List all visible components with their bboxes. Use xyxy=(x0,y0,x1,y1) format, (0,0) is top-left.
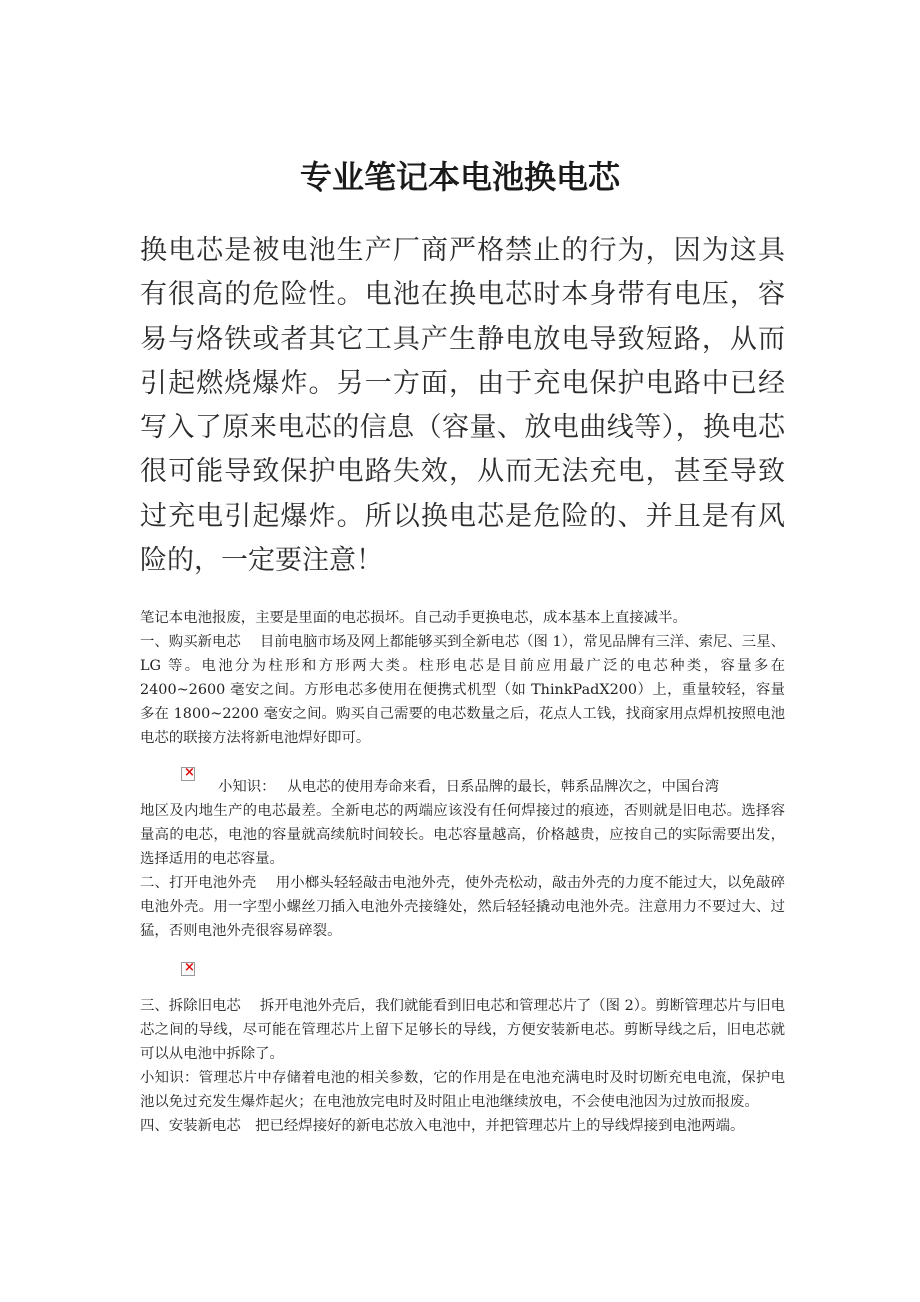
intro-paragraph: 笔记本电池报废，主要是里面的电芯损坏。自己动手更换电芯，成本基本上直接减半。 xyxy=(140,610,687,626)
document-title: 专业笔记本电池换电芯 xyxy=(299,158,620,197)
step1-paragraph: 一、购买新电芯 目前电脑市场及网上都能够买到全新电芯（图 1），常见品牌有三洋、索尼、三星、LG 等。电池分为柱形和方形两大类。柱形电芯是目前应用最广泛的电芯种类，容量多在 2400~2600 毫安之间。方形电芯多使用在便携式机型（如 ThinkPadX200）上，重量较轻，容量多在 1800~2200 毫安之间。购买自己需要的电芯数量之后，花点人工钱，找商家用点焊机按照电池电芯的联接方法将新电池焊好即可。 xyxy=(140,634,785,746)
body-section-2 xyxy=(140,775,785,943)
tip1-label: 小知识： xyxy=(218,779,269,795)
tip1-paragraph: 地区及内地生产的电芯最差。全新电芯的两端应该没有任何焊接过的痕迹，否则就是旧电芯。选择容量高的电芯，电池的容量就高续航时间较长。电芯容量越高，价格越贵，应按自己的实际需要出发，选择适用的电芯容量。 xyxy=(140,803,785,867)
step3-paragraph: 三、拆除旧电芯 拆开电池外壳后，我们就能看到旧电芯和管理芯片了（图 2）。剪断管理芯片与旧电芯之间的导线，尽可能在管理芯片上留下足够长的导线，方便安装新电芯。剪断导线之后，旧电芯就可以从电池中拆除了。 xyxy=(140,998,785,1062)
tip1-first-line xyxy=(140,775,785,799)
tip2-paragraph: 小知识：管理芯片中存储着电池的相关参数，它的作用是在电池充满电时及时切断充电电流，保护电池以免过充发生爆炸起火；在电池放完电时及时阻止电池继续放电，不会使电池因为过放而报废。 xyxy=(140,1070,785,1110)
step2-paragraph: 二、打开电池外壳 用小榔头轻轻敲击电池外壳，使外壳松动，敲击外壳的力度不能过大，以免敲碎电池外壳。用一字型小螺丝刀插入电池外壳接缝处，然后轻轻撬动电池外壳。注意用力不要过大、过猛，否则电池外壳很容易碎裂。 xyxy=(140,875,785,939)
body-section-3 xyxy=(140,994,785,1138)
broken-image-icon xyxy=(181,962,195,976)
warning-paragraph: 换电芯是被电池生产厂商严格禁止的行为，因为这具有很高的危险性。电池在换电芯时本身带有电压，容易与烙铁或者其它工具产生静电放电导致短路，从而引起燃烧爆炸。另一方面，由于充电保护电路中已经写入了原来电芯的信息（容量、放电曲线等），换电芯很可能导致保护电路失效，从而无法充电，甚至导致过充电引起爆炸。所以换电芯是危险的、并且是有风险的，一定要注意！ xyxy=(140,235,785,577)
tip1-first-text: 从电芯的使用寿命来看，日系品牌的最长，韩系品牌次之，中国台湾 xyxy=(287,779,720,795)
step4-paragraph: 四、安装新电芯 把已经焊接好的新电芯放入电池中，并把管理芯片上的导线焊接到电池两端。 xyxy=(140,1118,745,1134)
body-section-1 xyxy=(140,606,785,750)
